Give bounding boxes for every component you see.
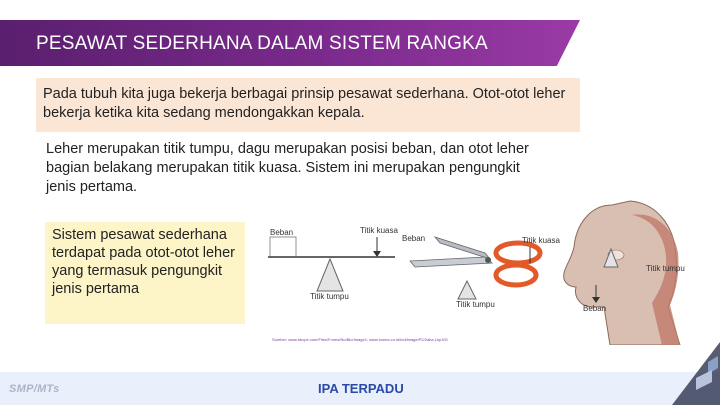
scissors-kuasa-label: Titik kuasa [522, 236, 560, 245]
footer-school-label: SMP/MTs [9, 383, 60, 395]
scissors-illustration [402, 234, 560, 309]
lever-beban-label: Beban [270, 228, 294, 237]
lever-diagram [260, 195, 720, 345]
note-text: Sistem pesawat sederhana terdapat pada otot-otot leher yang termasuk pengungkit jenis pertama [52, 227, 235, 297]
head-illustration [564, 201, 685, 345]
lever-kuasa-label: Titik kuasa [360, 226, 398, 235]
intro-text: Pada tubuh kita juga bekerja berbagai prinsip pesawat sederhana. Otot-otot leher bekerja ketika kita sedang mendongakkan kepala. [43, 86, 566, 121]
scissors-beban-label: Beban [402, 234, 426, 243]
explanation-paragraph: Leher merupakan titik tumpu, dagu merupakan posisi beban, dan otot leher bagian belakang merupakan titik kuasa. Sistem ini merupakan pengungkit jenis pertama. [46, 141, 529, 195]
corner-decoration [672, 342, 720, 405]
head-beban-label: Beban [583, 304, 607, 313]
slide-title: PESAWAT SEDERHANA DALAM SISTEM RANGKA [36, 33, 488, 54]
footer-subject-label: IPA TERPADU [318, 381, 404, 396]
head-tumpu-label: Titik tumpu [646, 264, 685, 273]
lever-tumpu-label: Titik tumpu [310, 292, 349, 301]
scissors-tumpu-label: Titik tumpu [456, 300, 495, 309]
image-source: Sumber: www.hbcpe.com/Files/Forms/No/Bio/Image1; www.inoma.co.id/ind/image/P2/2aha.Lhp3/G [272, 337, 448, 342]
lever-illustration [268, 226, 398, 301]
